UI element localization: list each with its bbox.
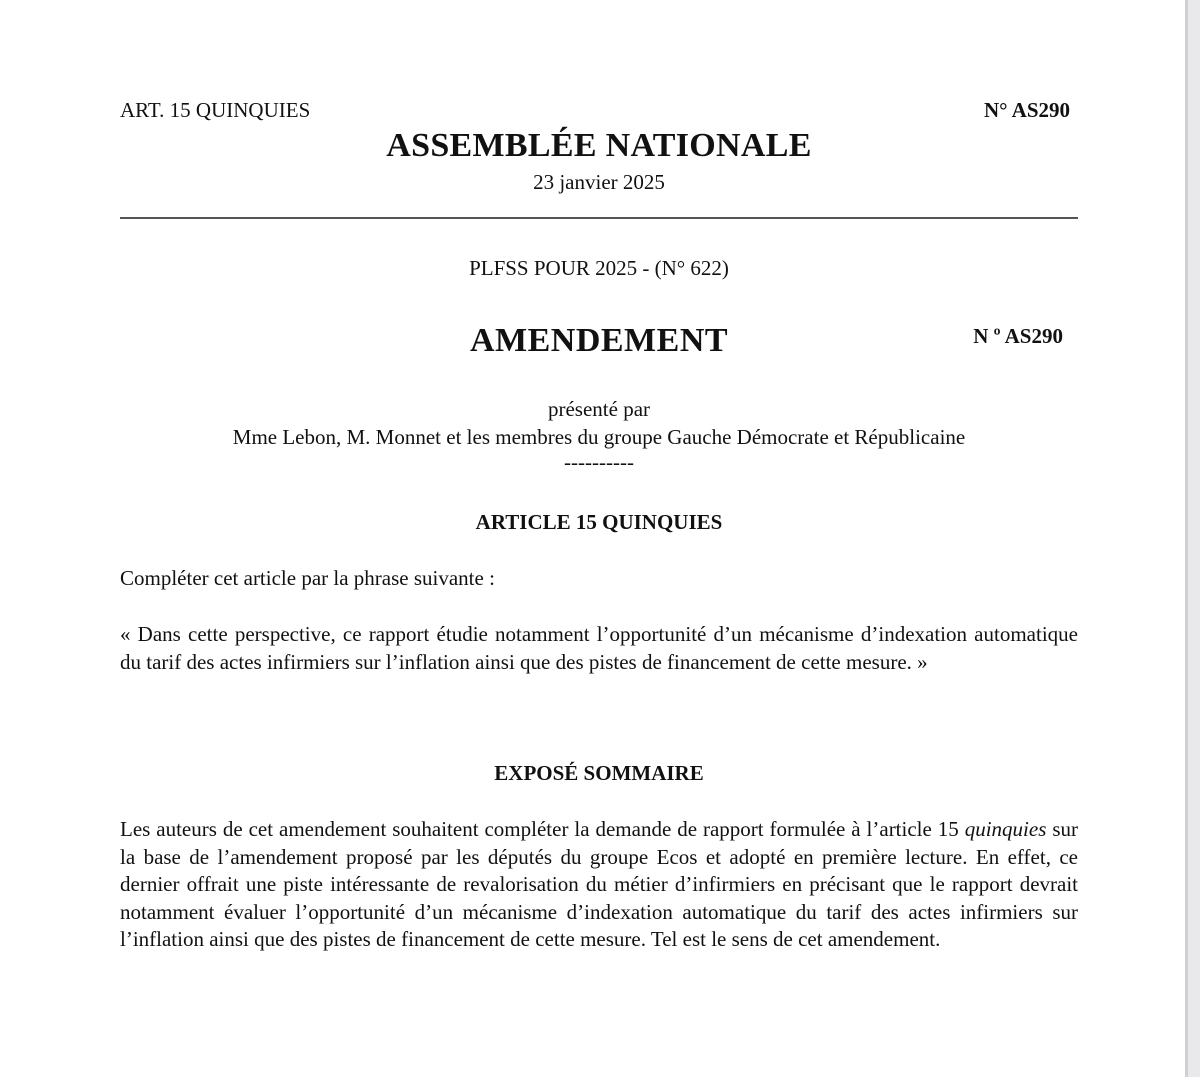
bill-reference: PLFSS POUR 2025 - (N° 622) bbox=[469, 256, 729, 280]
quoted-text-paragraph: « Dans cette perspective, ce rapport étudie notamment l’opportunité d’un mécanisme d’indexation automatique du tarif des actes infirmiers sur l’inflation ainsi que des pistes de financement de cette mesure. » bbox=[120, 622, 1078, 674]
expose-italic-word: quinquies bbox=[964, 817, 1047, 841]
expose-text-start: Les auteurs de cet amendement souhaitent compléter la demande de rapport formulée à l’article 15 bbox=[120, 817, 965, 841]
amendment-title: AMENDEMENT bbox=[469, 322, 729, 359]
article-reference: ART. 15 QUINQUIES bbox=[120, 98, 311, 122]
presented-by-label: présenté par bbox=[547, 397, 651, 421]
amendment-number-header: N° AS290 bbox=[984, 98, 1070, 122]
page-edge bbox=[1185, 0, 1188, 1077]
expose-heading: EXPOSÉ SOMMAIRE bbox=[494, 761, 704, 785]
header-divider bbox=[120, 217, 1078, 219]
amendment-number: N º AS290 bbox=[973, 324, 1063, 348]
expose-paragraph bbox=[120, 816, 1078, 954]
article-heading: ARTICLE 15 QUINQUIES bbox=[475, 510, 723, 534]
authors: Mme Lebon, M. Monnet et les membres du groupe Gauche Démocrate et Républicaine bbox=[232, 425, 966, 449]
assembly-title: ASSEMBLÉE NATIONALE bbox=[386, 127, 812, 164]
document-date: 23 janvier 2025 bbox=[533, 170, 665, 194]
instruction-paragraph: Compléter cet article par la phrase suivante : bbox=[120, 566, 495, 590]
expose-text-end: sur la base de l’amendement proposé par les députés du groupe Ecos et adopté en première lecture. En effet, ce dernier offrait une piste intéressante de revalorisation du métier d’infirmiers en précisant que le rapport devrait notamment évaluer l’opportunité d’un mécanisme d’indexation automatique du tarif des actes infirmiers sur l’inflation ainsi que des pistes de financement de cette mesure. Tel est le sens de cet amendement. bbox=[120, 817, 1078, 951]
separator: ---------- bbox=[564, 450, 634, 474]
